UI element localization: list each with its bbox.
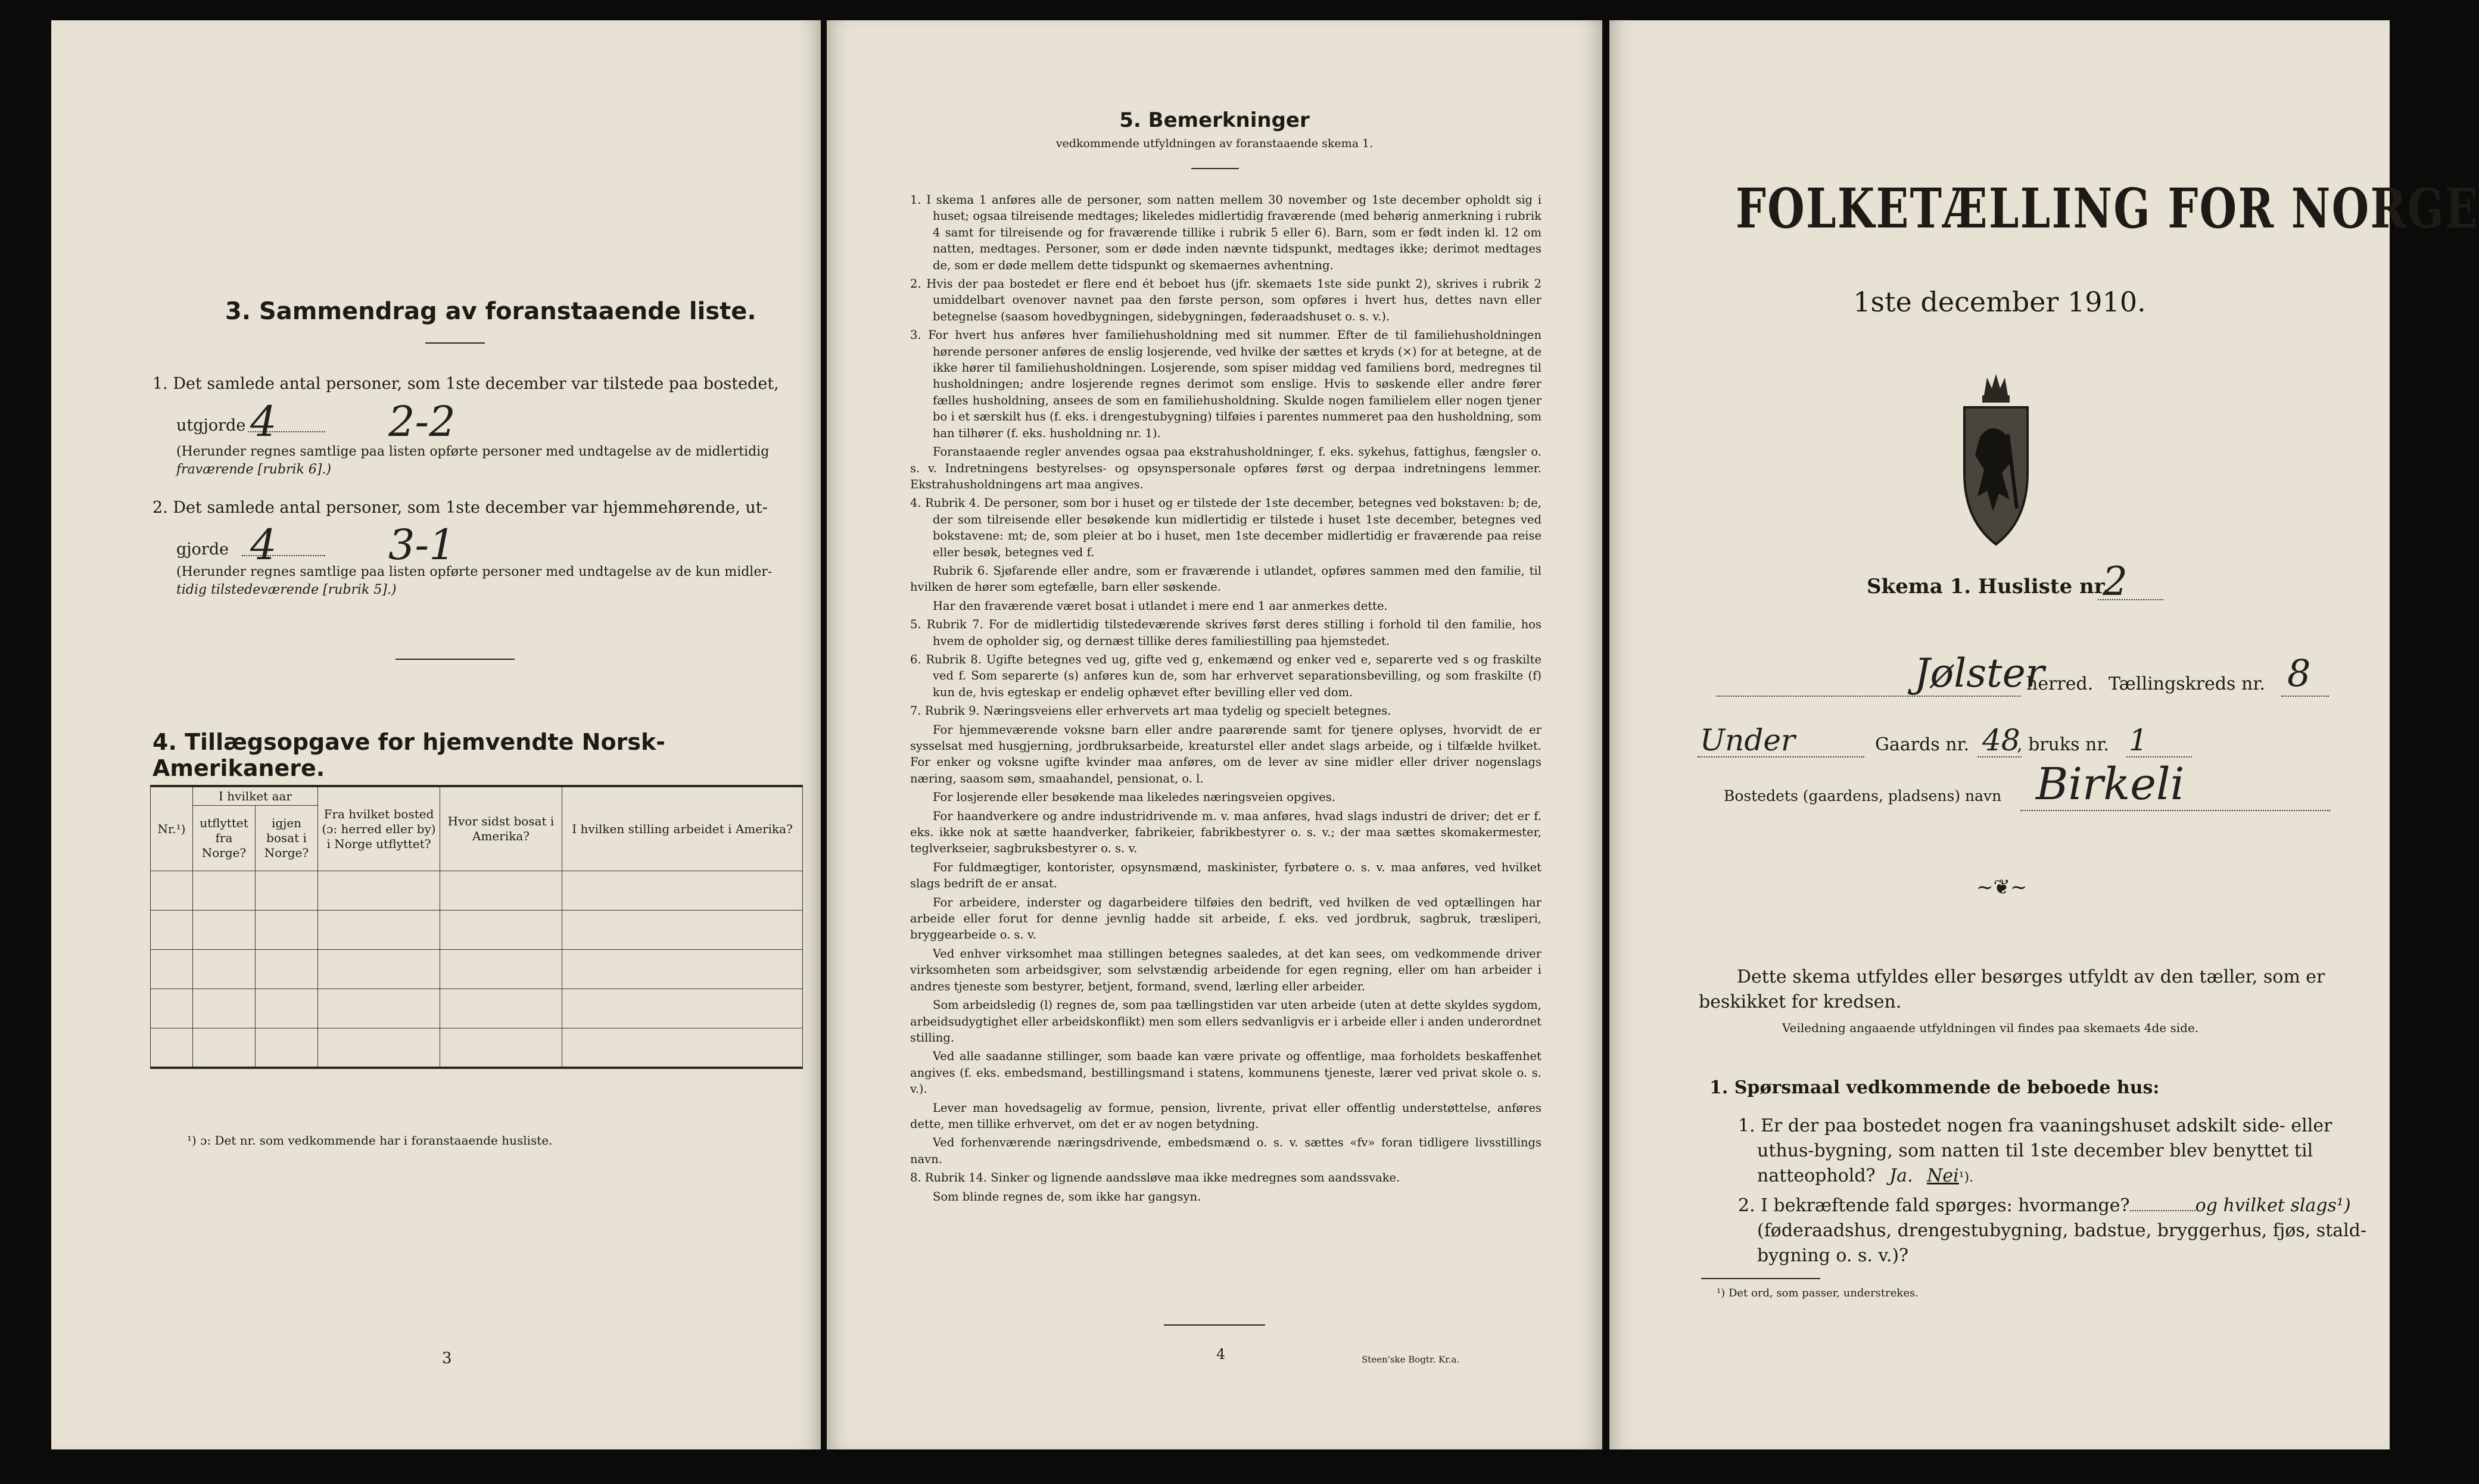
remark-sub: Lever man hovedsagelig av formue, pension, livrente, privat eller offentlig understøttelse, anføres dette, men tillike erhvervet, om det er av nogen betydning.	[910, 1100, 1541, 1131]
col-nr: Nr.¹)	[151, 786, 193, 871]
remark-sub: Ved alle saadanne stillinger, som baade kan være private og offentlige, maa forholdets beskaffenhet angives (f. eks. embedsmand, bestillingsmand i statens, kommunens tjeneste, lærer ved privat skole o. s. v.).	[910, 1049, 1541, 1096]
table-row	[151, 871, 803, 911]
intro-guidance: Veiledning angaaende utfyldningen vil findes paa skemaets 4de side.	[1782, 1021, 2199, 1035]
col-year-group: I hvilket aar	[193, 786, 318, 806]
page-left	[51, 20, 821, 1449]
printer-mark: Steen'ske Bogtr. Kr.a.	[1362, 1354, 1460, 1365]
table-row	[151, 1028, 803, 1068]
divider	[1701, 1278, 1820, 1279]
remark-sub: Som arbeidsledig (l) regnes de, som paa tællingstiden var uten arbeide (uten at dette skyldes sygdom, arbeidsudygtighet eller arbeidskonflikt) men som ellers sedvanligvis er i arbeide eller i anden underordnet stilling.	[910, 998, 1541, 1045]
remark-sub: Rubrik 6. Sjøfarende eller andre, som er fraværende i utlandet, opføres sammen med den familie, til hvilken de hører som egtefælle, barn eller søskende.	[910, 563, 1541, 594]
bosted-label: Bostedets (gaardens, pladsens) navn	[1724, 787, 2002, 805]
remark-it: 5. Rubrik 7. For de midlertidig tilstedeværende skrives først deres stilling i forhold til den familie, hos hvem de opholder sig, og dernæst tillike deres familiestilling paa hjemstedet.	[910, 618, 1541, 648]
kreds-label: Tællingskreds nr.	[2109, 674, 2265, 694]
table-row	[151, 989, 803, 1028]
q1-1-line1: 1. Er der paa bostedet nogen fra vaaningshuset adskilt side- eller	[1738, 1115, 2332, 1136]
remark-sub: For arbeidere, inderster og dagarbeidere tilføies den bedrift, ved hvilken de ved optællingen har arbeide eller forut for denne jevnlig hadde sit arbeide, f. eks. ved jordbruk, sagbruk, træsliperi, bryggearbeide o. s. v.	[910, 895, 1541, 942]
section4-title: 4. Tillægsopgave for hjemvendte Norsk-Amerikanere.	[152, 729, 665, 781]
section3-item1-note1: (Herunder regnes samtlige paa listen opførte personer med undtagelse av de midlertidig	[176, 444, 770, 459]
hw-herred: Jølster	[1914, 650, 2045, 696]
form-date: 1ste december 1910.	[1853, 286, 2146, 318]
remark-it: 2. Hvis der paa bostedet er flere end ét beboet hus (jfr. skemaets 1ste side punkt 2), skrives i rubrik 2 umiddelbart ovenover navnet paa den første person, som opføres i hvert hus, dettes navn eller betegnelse (saasom hovedbygningen, sidebygningen, føderaadshuset o. s. v.).	[910, 277, 1541, 323]
section3-item2-note1: (Herunder regnes samtlige paa listen opførte personer med undtagelse av de kun midler-	[176, 565, 773, 579]
table-row	[151, 911, 803, 950]
divider	[1164, 1324, 1265, 1326]
col-back: igjen bosat i Norge?	[256, 806, 318, 871]
section3-item2-note2: tidig tilstedeværende [rubrik 5].)	[176, 582, 397, 597]
q1-2-line2: (føderaadshus, drengestubygning, badstue, bryggerhus, fjøs, stald-	[1757, 1220, 2367, 1241]
hw-under: Under	[1700, 723, 1795, 757]
herred-label: herred.	[2026, 674, 2094, 694]
col-from: Fra hvilket bosted (ɔ: herred eller by) i Norge utflyttet?	[318, 786, 440, 871]
hw-husliste-nr: 2	[2103, 559, 2128, 604]
remark-sub: Foranstaaende regler anvendes ogsaa paa ekstrahusholdninger, f. eks. sykehus, fattighus, fængsler o. s. v. Indretningens bestyrelses- og opsynspersonale opføres først og derpaa indretningens lemmer. Ekstrahusholdningens art maa angives.	[910, 445, 1541, 491]
form-title: FOLKETÆLLING FOR NORGE	[1736, 176, 2479, 241]
hw-bosted-name: Birkeli	[2036, 759, 2185, 810]
hw-present-split: 2-2	[388, 397, 456, 446]
section3-item2-line1: 2. Det samlede antal personer, som 1ste december var hjemmehørende, ut-	[152, 498, 768, 517]
gaards-label: Gaards nr.	[1875, 734, 1970, 755]
norsk-amerikanere-table	[150, 785, 803, 1069]
section3-item1-line2: utgjorde	[176, 416, 246, 435]
hw-present-total: 4	[250, 397, 277, 446]
page-right	[1609, 20, 2479, 1449]
divider	[1191, 168, 1239, 169]
remark-sub: Som blinde regnes de, som ikke har gangsyn.	[933, 1189, 1201, 1204]
answer-ja: Ja.	[1889, 1165, 1913, 1186]
remark-it: 4. Rubrik 4. De personer, som bor i huset og er tilstede der 1ste december, betegnes ved bokstaven: b; de, der som tilreisende eller besøkende kun midlertidig er tilstede i huset 1ste december, betegnes ved bokstavene: mt; de, som pleier at bo i huset, men 1ste december midlertidig er fraværende paa reise eller besøk, betegnes ved f.	[910, 496, 1541, 559]
section3-title: 3. Sammendrag av foranstaaende liste.	[225, 298, 756, 325]
table-row	[151, 950, 803, 989]
ornament-icon: ~❦~	[1976, 875, 2028, 899]
remark-it: 6. Rubrik 8. Ugifte betegnes ved ug, gifte ved g, enkemænd og enker ved e, separerte ved s og fraskilte ved f. Som separerte (s) anføres kun de, som har erhvervet separationsbevilling, og som fraskilte (f) kun de, hvis egteskap er endelig ophævet efter bevilling eller ved dom.	[910, 652, 1541, 699]
section3-item2-line2: gjorde	[176, 540, 229, 559]
remark-sub: For losjerende eller besøkende maa likeledes næringsveien opgives.	[933, 790, 1335, 805]
answer-nei: Nei	[1927, 1165, 1959, 1186]
coat-of-arms-icon	[1957, 372, 2035, 550]
hw-kreds-nr: 8	[2287, 651, 2311, 695]
remark-it: 1. I skema 1 anføres alle de personer, som natten mellem 30 november og 1ste december opholdt sig i huset; ogsaa tilreisende medtages; likeledes midlertidig fraværende (med behørig anmerkning i rubrik 4 samt for tilreisende og for fraværende tillike i rubrik 5 eller 6). Barn, som er født inden kl. 12 om natten, medtages. Personer, som er døde inden nævnte tidspunkt, medtages ikke; derimot medtages de, som er døde mellem dette tidspunkt og skemaernes avhentning.	[910, 193, 1541, 272]
remark-it: 3. For hvert hus anføres hver familiehusholdning med sit nummer. Efter de til familiehusholdningen hørende personer anføres de enslig losjerende, ved hvilke der sættes et kryds (×) for at betegne, at de ikke hører til familiehusholdningen. Losjerende, som spiser middag ved familiens bord, medregnes til husholdningen; andre losjerende regnes derimot som enslige. Hvis to søskende eller andre fører fælles husholdning, ansees de som en familiehusholdning. Skulde nogen familielem eller nogen tjener bo i et særskilt hus (f. eks. i drengestubygning) tilføies i parentes nummeret paa den husholdning, som han tilhører (f. eks. husholdning nr. 1).	[910, 328, 1541, 440]
remark-sub: For hjemmeværende voksne barn eller andre paarørende samt for tjenere oplyses, hvorvidt de er sysselsat med husgjerning, jordbruksarbeide, kreaturstel eller andet slags arbeide, og i tilfælde hvilket. For enker og voksne ugifte kvinder maa anføres, om de lever av sine midler eller driver nogenslags næring, saasom søm, smaahandel, pensionat, o. l.	[910, 722, 1541, 785]
q1-2-line1: 2. I bekræftende fald spørges: hvormange? og hvilket slags¹)	[1738, 1195, 2351, 1216]
page-number-3: 3	[442, 1349, 452, 1367]
q1-2-line3: bygning o. s. v.)?	[1757, 1245, 1909, 1266]
col-out: utflyttet fra Norge?	[193, 806, 256, 871]
remarks-title: 5. Bemerkninger	[1119, 108, 1310, 132]
remark-it: 8. Rubrik 14. Sinker og lignende aandssløve maa ikke medregnes som aandssvake.	[910, 1171, 1400, 1185]
q1-1-line3: natteophold? Ja. Nei¹).	[1757, 1165, 1974, 1186]
page-number-4: 4	[1216, 1346, 1226, 1363]
hw-bruks-nr: 1	[2129, 723, 2148, 757]
remark-sub: For fuldmægtiger, kontorister, opsynsmænd, maskinister, fyrbøtere o. s. v. maa anføres, ved hvilket slags bedrift de er ansat.	[910, 860, 1541, 891]
remark-sub: For haandverkere og andre industridrivende m. v. maa anføres, hvad slags industri de driver; det er f. eks. ikke nok at sætte haandverker, fabrikeier, fabrikbestyrer o. s. v.; der maa sættes skomakermester, teglverkseier, sagbruksbestyrer o. s. v.	[910, 809, 1541, 856]
hw-gaards-nr: 48	[1982, 723, 2020, 757]
remarks-subtitle: vedkommende utfyldningen av foranstaaende skema 1.	[1055, 137, 1374, 150]
intro-line1: Dette skema utfyldes eller besørges utfyldt av den tæller, som er	[1737, 967, 2325, 987]
divider	[425, 342, 485, 344]
remarks-body	[910, 192, 1541, 1207]
footnote: ¹) Det ord, som passer, understrekes.	[1717, 1287, 1919, 1299]
page-middle	[827, 20, 1602, 1449]
question1-title: 1. Spørsmaal vedkommende de beboede hus:	[1709, 1077, 2160, 1098]
q1-1-natteophold: natteophold?	[1757, 1165, 1876, 1186]
section3-item1-line1: 1. Det samlede antal personer, som 1ste december var tilstede paa bostedet,	[152, 375, 779, 393]
col-last: Hvor sidst bosat i Amerika?	[440, 786, 562, 871]
col-position: I hvilken stilling arbeidet i Amerika?	[562, 786, 803, 871]
bruks-label: , bruks nr.	[2017, 734, 2109, 755]
schema-label: Skema 1. Husliste nr.	[1867, 575, 2110, 598]
divider	[395, 659, 515, 660]
remark-sub: Ved forhenværende næringsdrivende, embedsmænd o. s. v. sættes «fv» foran tidligere livsstillings navn.	[910, 1136, 1541, 1166]
remark-sub: Har den fraværende været bosat i utlandet i mere end 1 aar anmerkes dette.	[933, 598, 1388, 613]
hw-resident-total: 4	[250, 520, 277, 569]
section4-footnote: ¹) ɔ: Det nr. som vedkommende har i foranstaaende husliste.	[187, 1133, 553, 1148]
remark-it: 7. Rubrik 9. Næringsveiens eller erhvervets art maa tydelig og specielt betegnes.	[910, 704, 1391, 718]
section3-item1-note2: fraværende [rubrik 6].)	[176, 462, 332, 477]
hw-resident-split: 3-1	[388, 520, 456, 569]
remark-sub: Ved enhver virksomhet maa stillingen betegnes saaledes, at det kan sees, om vedkommende driver virksomheten som arbeidsgiver, som selvstændig arbeidende for egen regning, eller om han arbeider i andres tjeneste som bestyrer, betjent, formand, svend, lærling eller arbeider.	[910, 946, 1541, 993]
q1-1-line2: uthus-bygning, som natten til 1ste december blev benyttet til	[1757, 1140, 2313, 1161]
intro-line2: beskikket for kredsen.	[1699, 992, 1902, 1012]
